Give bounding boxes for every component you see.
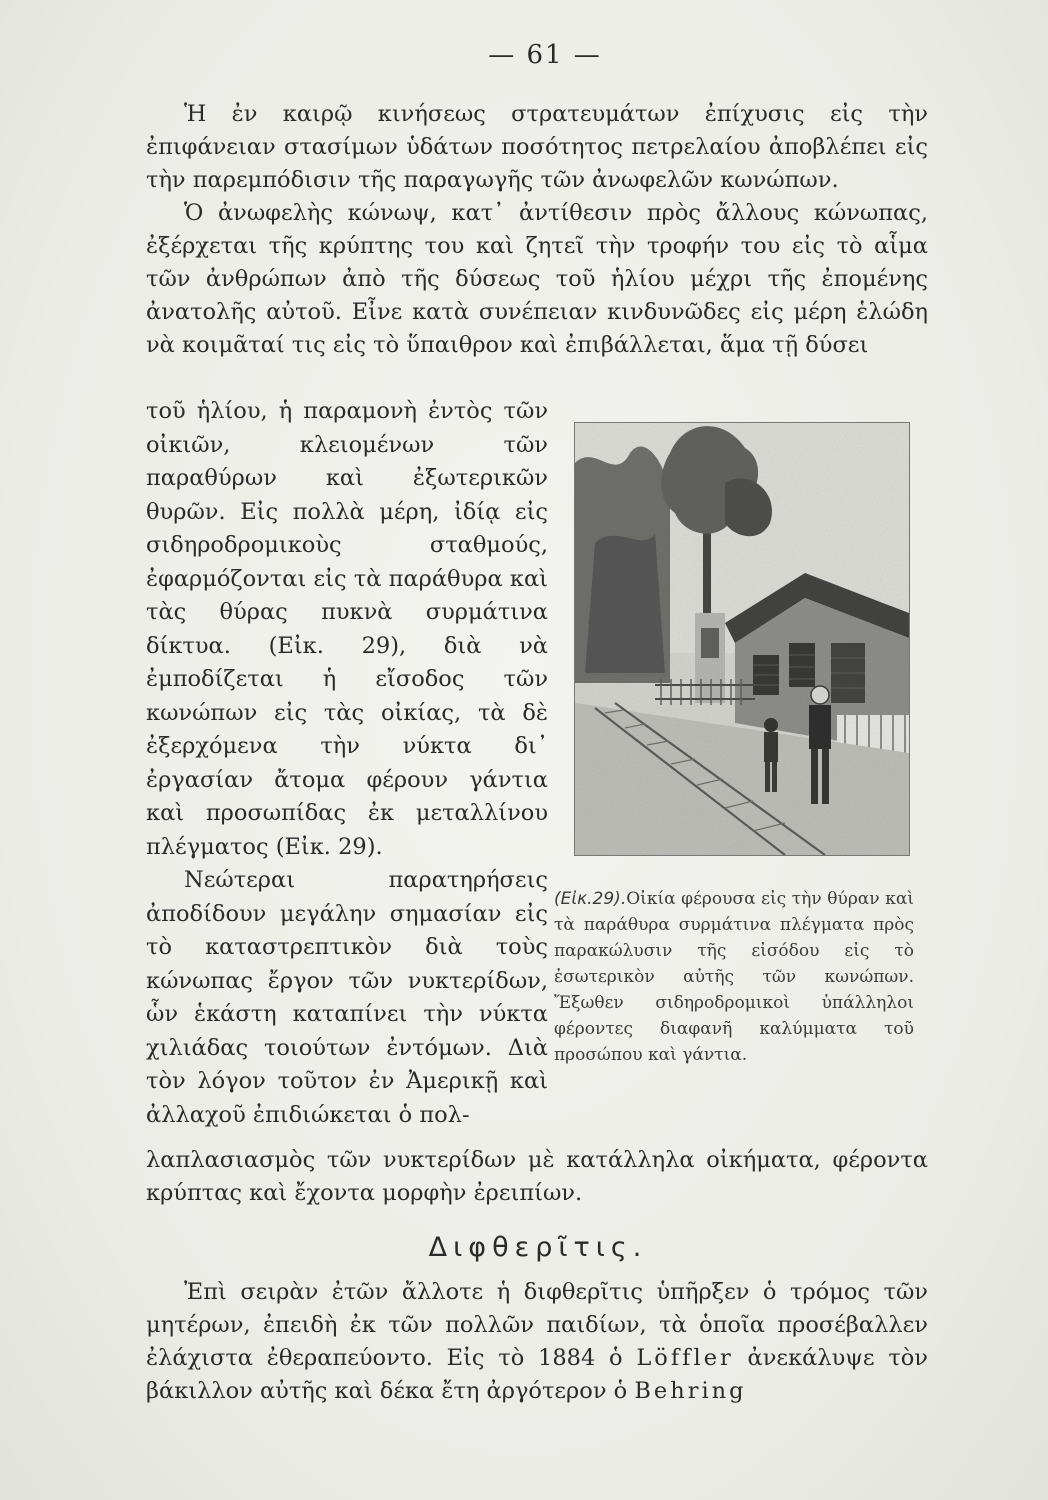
name-behring: Behring: [634, 1378, 747, 1404]
paragraph-anopheles-mosquito: Ὁ ἀνωφελὴς κώνωψ, κατ᾿ ἀντίθεσιν πρὸς ἄλλους κώνωπας, ἐξέρχεται τῆς κρύπτης του καὶ ζητεῖ τὴν τροφήν του εἰς τὸ αἷμα τῶν ἀνθρώπων ἀπὸ τῆς δύσεως τοῦ ἡλίου μέχρι τῆς ἐπομένης ἀνατολῆς αὐτοῦ. Εἶνε κατὰ συνέπειαν κινδυνῶδες εἰς μέρη ἑλώδη νὰ κοιμᾶταί τις εἰς τὸ ὕπαιθρον καὶ ἐπιβάλλεται, ἅμα τῇ δύσει: [146, 200, 928, 358]
upper-text-block: [146, 98, 928, 362]
figure-caption-text: Οἰκία φέρουσα εἰς τὴν θύραν καὶ τὰ παράθυρα συρμάτινα πλέγματα πρὸς παρακώλυσιν τῆς εἰσόδου εἰς τὸ ἐσωτερικὸν αὐτῆς τῶν κωνώπων. Ἔξωθεν σιδηροδρομικοὶ ὑπάλληλοι φέροντες διαφανῆ καλύμματα τοῦ προσώπου καὶ γάντια.: [554, 889, 914, 1065]
diphtheria-text-part-1: Ἐπὶ σειρὰν ἐτῶν ἄλλοτε ἡ διφθερῖτις ὑπῆρξεν ὁ τρόμος τῶν μητέρων, ἐπειδὴ ἐκ τῶν πολλῶν παιδίων, τὰ ὁποῖα προσέβαλλεν ἐλάχιστα ἐθεραπεύοντο. Εἰς τὸ 1884 ὁ: [146, 1279, 928, 1371]
wrapped-text-block: [146, 395, 548, 1132]
figure-29-caption: [554, 886, 914, 1068]
paragraph-mosquito-continued: τοῦ ἡλίου, ἡ παραμονὴ ἐντὸς τῶν οἰκιῶν, κλειομένων τῶν παραθύρων καὶ ἐξωτερικῶν θυρῶν. Εἰς πολλὰ μέρη, ἰδίᾳ εἰς σιδηροδρομικοὺς σταθμούς, ἐφαρμόζονται εἰς τὰ παράθυρα καὶ τὰς θύρας πυκνὰ συρμάτινα δίκτυα. (Εἰκ. 29), διὰ νὰ ἐμποδίζεται ἡ εἴσοδος τῶν κωνώπων εἰς τὰς οἰκίας, τὰ δὲ ἐξερχόμενα τὴν νύκτα δι᾿ ἐργασίαν ἄτομα φέρουν γάντια καὶ προσωπίδας ἐκ μεταλλίνου πλέγματος (Εἰκ. 29).: [146, 398, 548, 860]
house-with-screens-illustration: [575, 423, 909, 855]
paragraph-bats-continued: λαπλασιασμὸς τῶν νυκτερίδων μὲ κατάλληλα οἰκήματα, φέροντα κρύπτας καὶ ἔχοντα μορφὴν ἐρειπίων.: [146, 1147, 928, 1206]
page-number: — 61 —: [488, 40, 602, 70]
paragraph-diphtheria: [146, 1276, 928, 1408]
name-loffler: Löffler: [636, 1345, 734, 1371]
diphtheria-text-part-2: ἀνεκάλυψε τὸν βάκιλλον αὐτῆς καὶ δέκα ἔτη ἀργότερον ὁ: [146, 1345, 928, 1404]
section-heading-diphtheria: Διφθερῖτις.: [428, 1232, 648, 1263]
lower-text-block: [146, 1144, 928, 1210]
diphtheria-text-block: [146, 1276, 928, 1408]
paragraph-bats: Νεώτεραι παρατηρήσεις ἀποδίδουν μεγάλην σημασίαν εἰς τὸ καταστρεπτικὸν διὰ τοὺς κώνωπας ἔργον τῶν νυκτερίδων, ὧν ἑκάστη καταπίνει τὴν νύκτα χιλιάδας τοιούτων ἐντόμων. Διὰ τὸν λόγον τοῦτον ἐν Ἀμερικῇ καὶ ἀλλαχοῦ ἐπιδιώκεται ὁ πολ-: [146, 867, 548, 1128]
paragraph-oil-spreading: Ἡ ἐν καιρῷ κινήσεως στρατευμάτων ἐπίχυσις εἰς τὴν ἐπιφάνειαν στασίμων ὑδάτων ποσότητος πετρελαίου ἀποβλέπει εἰς τὴν παρεμπόδισιν τῆς παραγωγῆς τῶν ἀνωφελῶν κωνώπων.: [146, 101, 928, 193]
figure-29-photo: [574, 422, 910, 856]
figure-caption-label: (Εἰκ.29).: [554, 889, 627, 909]
